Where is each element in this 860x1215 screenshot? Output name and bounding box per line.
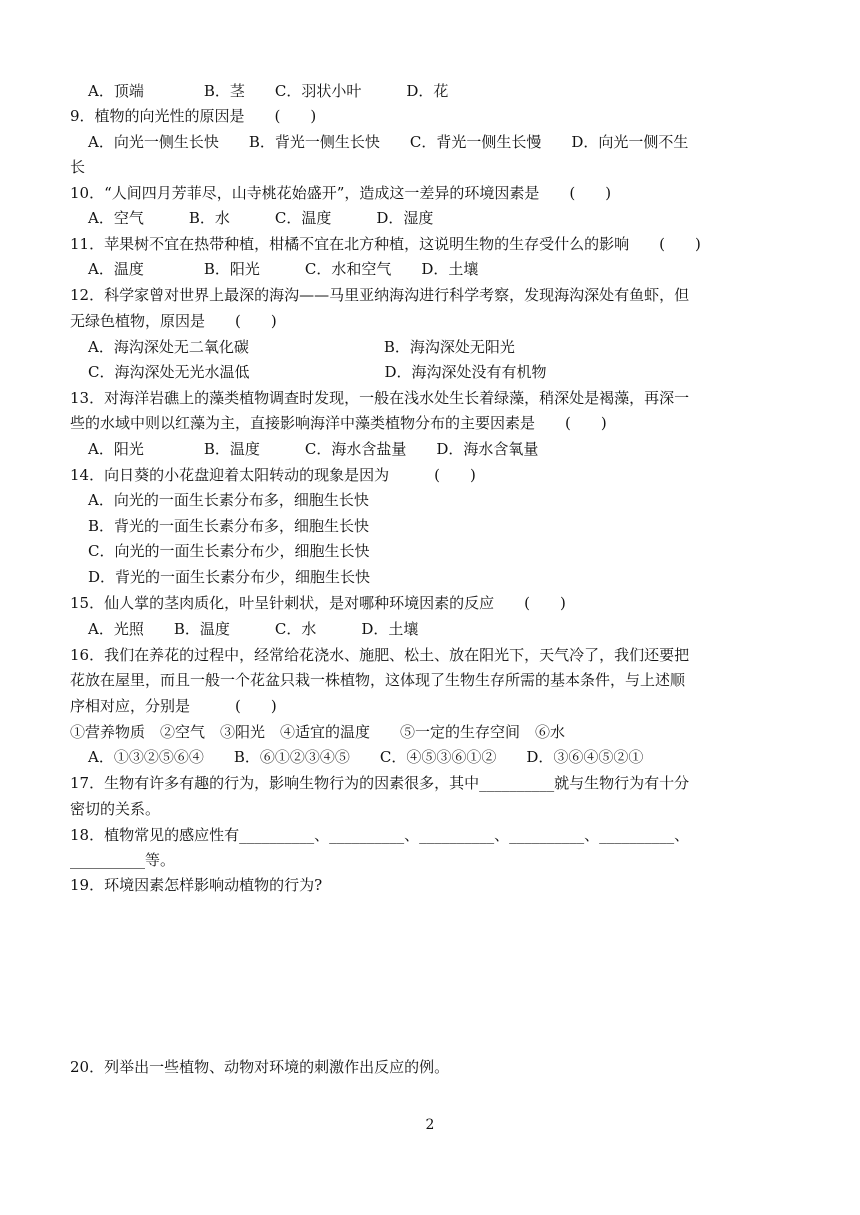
q15-stem: 15．仙人掌的茎肉质化，叶呈针刺状，是对哪种环境因素的反应 ( ) [70, 594, 566, 612]
q12-options-cd: C．海沟深处无光水温低 D．海沟深处没有有机物 [88, 363, 547, 381]
q18-stem: 18．植物常见的感应性有__________、__________、__________、__________、__________、 [70, 826, 690, 844]
q10-options: A．空气 B．水 C．温度 D．湿度 [88, 209, 434, 227]
q12-options-ab: A．海沟深处无二氧化碳 B．海沟深处无阳光 [88, 338, 515, 356]
q20-stem: 20．列举出一些植物、动物对环境的刺激作出反应的例。 [70, 1058, 450, 1076]
q14-option-d: D．背光的一面生长素分布少，细胞生长快 [88, 568, 371, 586]
q14-option-a: A．向光的一面生长素分布多，细胞生长快 [88, 491, 369, 509]
q16-options: A．①③②⑤⑥④ B．⑥①②③④⑤ C．④⑤③⑥①② D．③⑥④⑤②① [88, 748, 644, 766]
q13-stem-cont: 些的水域中则以红藻为主，直接影响海洋中藻类植物分布的主要因素是 ( ) [70, 414, 607, 432]
q16-stem: 16．我们在养花的过程中，经常给花浇水、施肥、松土、放在阳光下，天气冷了，我们还要把 [70, 646, 690, 664]
q14-option-b: B．背光的一面生长素分布多，细胞生长快 [88, 517, 370, 535]
q16-stem-cont2: 序相对应，分别是 ( ) [70, 697, 277, 715]
q19-stem: 19．环境因素怎样影响动植物的行为? [70, 876, 323, 894]
q15-options: A．光照 B．温度 C．水 D．土壤 [88, 620, 419, 638]
q14-stem: 14．向日葵的小花盘迎着太阳转动的现象是因为 ( ) [70, 466, 476, 484]
q18-stem-cont: __________等。 [70, 851, 176, 869]
q17-stem-cont: 密切的关系。 [70, 800, 161, 818]
q13-stem: 13．对海洋岩礁上的藻类植物调查时发现，一般在浅水处生长着绿藻，稍深处是褐藻，再深一 [70, 389, 690, 407]
q13-options: A．阳光 B．温度 C．海水含盐量 D．海水含氧量 [88, 440, 539, 458]
q14-option-c: C．向光的一面生长素分布少，细胞生长快 [88, 542, 370, 560]
q8-options: A．顶端 B．茎 C．羽状小叶 D．花 [88, 82, 449, 100]
q10-stem: 10．“人间四月芳菲尽，山寺桃花始盛开”，造成这一差异的环境因素是 ( ) [70, 184, 612, 202]
q11-options: A．温度 B．阳光 C．水和空气 D．土壤 [88, 260, 479, 278]
q17-stem: 17．生物有许多有趣的行为，影响生物行为的因素很多，其中__________就与生物行为有十分 [70, 774, 690, 792]
q9-options-wrap: 长 [70, 158, 86, 176]
q12-stem-cont: 无绿色植物，原因是 ( ) [70, 312, 277, 330]
q12-stem: 12．科学家曾对世界上最深的海沟——马里亚纳海沟进行科学考察，发现海沟深处有鱼虾，但 [70, 286, 690, 304]
q16-stem-cont: 花放在屋里，而且一般一个花盆只栽一株植物，这体现了生物生存所需的基本条件，与上述顺 [70, 671, 686, 689]
q9-stem: 9．植物的向光性的原因是 ( ) [70, 107, 317, 125]
q11-stem: 11．苹果树不宜在热带种植，柑橘不宜在北方种植，这说明生物的生存受什么的影响 ( ) [70, 235, 701, 253]
q9-options: A．向光一侧生长快 B．背光一侧生长快 C．背光一侧生长慢 D．向光一侧不生 [88, 133, 689, 151]
page-number: 2 [425, 1117, 435, 1133]
q16-items: ①营养物质 ②空气 ③阳光 ④适宜的温度 ⑤一定的生存空间 ⑥水 [70, 723, 566, 741]
